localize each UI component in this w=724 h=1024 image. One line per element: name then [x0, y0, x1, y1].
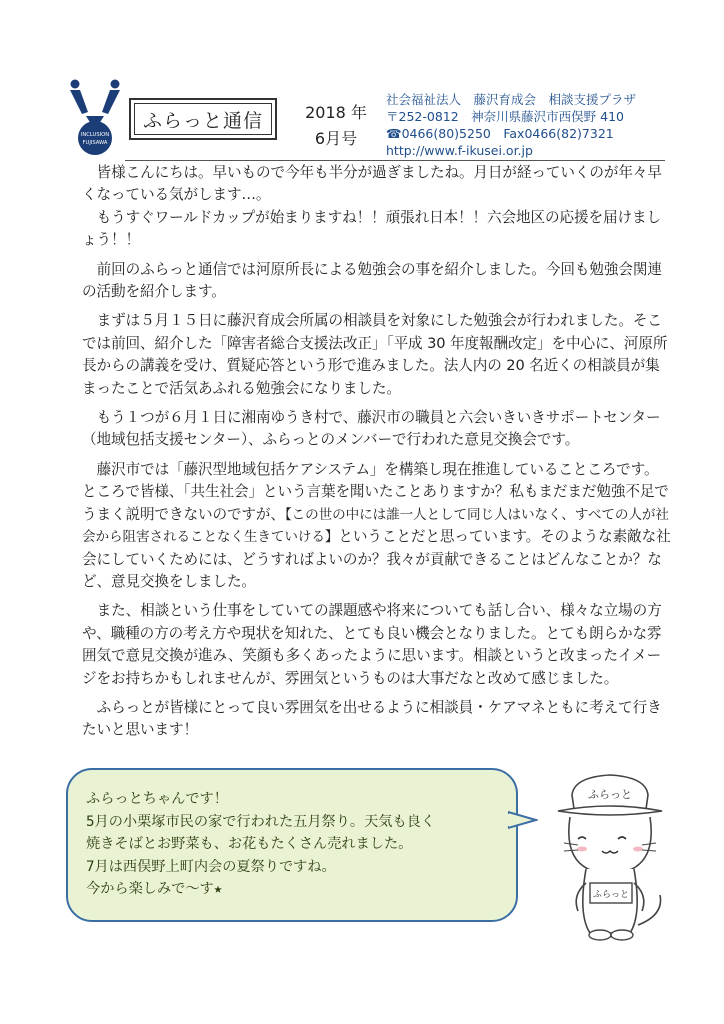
article-body	[82, 162, 672, 749]
issue-year: 2018 年	[305, 103, 367, 122]
speech-bubble	[66, 768, 518, 922]
hat-label: ふらっと	[588, 788, 632, 801]
bubble-line-2: 5月の小栗塚市民の家で行われた五月祭り。天気も良く	[86, 813, 436, 830]
paragraph-study-session: まずは５月１５日に藤沢育成会所属の相談員を対象にした勉強会が行われました。そこでは前回、紹介した「障害者総合支援法改正」「平成 30 年度報酬改定」を中心に、河原所長からの講義を受け、質疑応答という形で進みました。法人内の 20 名近くの相談員が集まったことで活気あふれる勉強会になりました。	[82, 312, 668, 397]
organization-contact	[386, 91, 636, 159]
inclusive-society-quote: 【この世の中には誰一人として同じ人はいなく、すべての人が社会から阻害されることなく生きていける】	[82, 506, 669, 546]
bubble-line-5: 今から楽しみで～す★	[86, 881, 223, 898]
bubble-line-3: 焼きそばとお野菜も、お花もたくさん売れました。	[86, 836, 413, 853]
org-url[interactable]: http://www.f-ikusei.or.jp	[386, 143, 533, 158]
bubble-line-4: 7月は西俣野上町内会の夏祭りですね。	[86, 858, 336, 875]
org-name: 社会福祉法人 藤沢育成会 相談支援プラザ	[386, 92, 637, 107]
paragraph-exchange-meeting: もう１つが６月１日に湘南ゆうき村で、藤沢市の職員と六会いきいきサポートセンター（地域包括支援センター）、ふらっとのメンバーで行われた意見交換会です。	[82, 409, 661, 449]
issue-info	[300, 100, 372, 152]
inclusive-society-text-a: 藤沢市では「藤沢型地域包括ケアシステム」を構築し現在推進していることころです。ところで皆様、「共生社会」という言葉を聞いたことありますか？私もまだまだ勉強不足でうまく説明できないのですが、	[82, 460, 669, 523]
paragraph-closing: ふらっとが皆様にとって良い雰囲気を出せるように相談員・ケアマネともに考えて行きたいと思います！	[82, 698, 662, 739]
paragraph-intro: 前回のふらっと通信では河原所長による勉強会の事を紹介しました。今回も勉強会関連の活動を紹介します。	[82, 260, 662, 301]
inclusion-fujisawa-logo	[66, 78, 124, 156]
logo-text-top: INCLUSION	[80, 132, 110, 138]
inclusive-society-text-c: ということだと思っています。そのような素敵な社会にしていくためには、どうすればよいのか？我々が貢献できることはどんなことか？など、意見交換をしました。	[82, 528, 671, 590]
newsletter-title: ふらっと通信	[134, 103, 272, 135]
logo-text-bottom: FUJISAWA	[82, 140, 108, 146]
paragraph-reflection: また、相談という仕事をしていての課題感や将来についても話し合い、様々な立場の方や、職種の方の考え方や現状を知れた、とても良い機会となりました。とても朗らかな雰囲気で意見交換が進み、笑顔も多くあったように思います。相談というと改まったイメージをお持ちかもしれませんが、雰囲気というものは大事だなと改めて感じました。	[82, 602, 662, 687]
issue-month: 6月号	[314, 129, 358, 148]
org-phone-fax: ☎0466(80)5250 Fax0466(82)7321	[386, 126, 614, 141]
paragraph-inclusive-society	[82, 459, 672, 593]
badge-label: ふらっと	[592, 890, 630, 900]
bubble-line-1: ふらっとちゃんです！	[86, 791, 228, 807]
paragraph-worldcup: もうすぐワールドカップが始まりますね！！頑張れ日本！！六会地区の応援を届けましょう！！	[82, 208, 661, 249]
newsletter-title-box	[129, 98, 277, 140]
paragraph-greeting: 皆様こんにちは。早いもので今年も半分が過ぎましたね。月日が経っていくのが年々早くなっている気がします…。	[82, 164, 662, 204]
org-address: 〒252-0812 神奈川県藤沢市西俣野 410	[386, 109, 625, 124]
header-divider	[125, 160, 665, 161]
flat-chan-mascot-icon	[534, 765, 684, 945]
